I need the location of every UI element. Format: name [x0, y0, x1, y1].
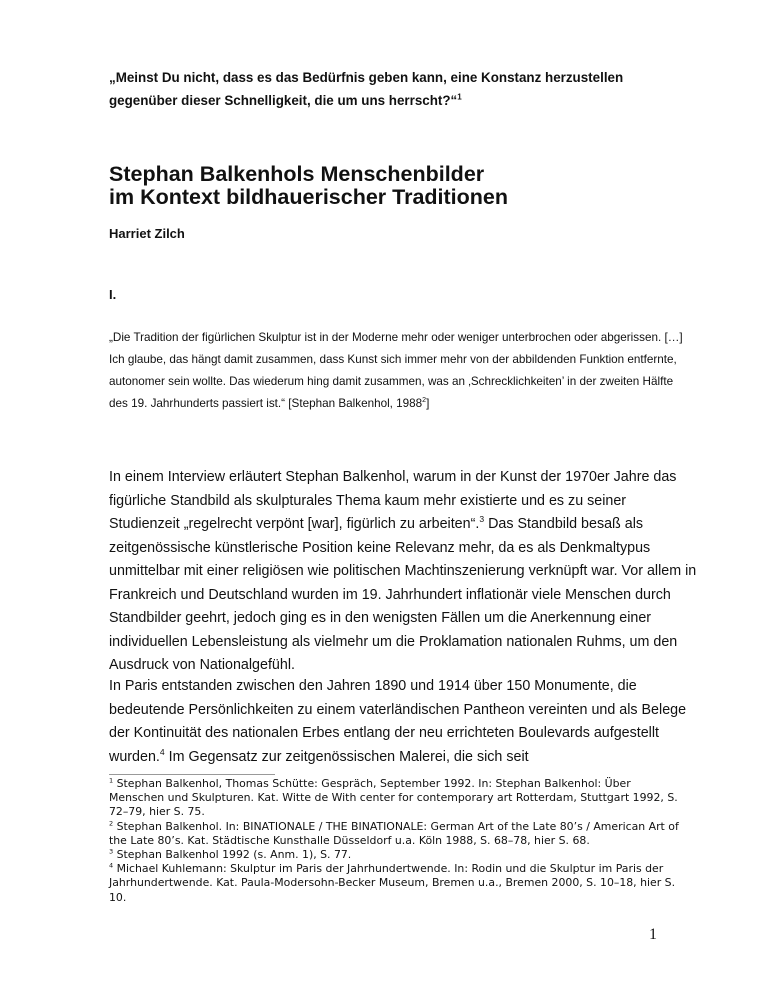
quote-closing: ] [426, 397, 430, 410]
footnote-ref[interactable]: 3 [479, 514, 485, 525]
title-line-1: Stephan Balkenhols Menschenbilder [109, 162, 485, 186]
article-title [109, 163, 709, 209]
footnote-number: 1 [109, 776, 114, 785]
footnote-text: Stephan Balkenhol. In: BINATIONALE / THE BINATIONALE: German Art of the Late 80’s / American Art of the Late 80’s. Kat. Städtische Kunsthalle Düsseldorf u.a. Köln 1988, S. 68–78, hier S. 68. [109, 819, 679, 847]
footnote [109, 777, 689, 820]
footnote-number: 4 [109, 861, 114, 870]
epigraph-text: „Meinst Du nicht, dass es das Bedürfnis geben kann, eine Konstanz herzustellen gegenüber dieser Schnelligkeit, die um uns herrscht?“ [109, 70, 624, 108]
paragraph-text: In einem Interview erläutert Stephan Balkenhol, warum in der Kunst der 1970er Jahre das figürliche Standbild als skulpturales Thema kaum mehr existierte und es zu seiner Studienzeit „regelrecht verpönt [war], figürlich zu arbeiten“. [109, 469, 677, 532]
title-line-2: im Kontext bildhauerischer Traditionen [109, 185, 509, 209]
footnote [109, 820, 689, 848]
body-paragraph [109, 675, 699, 769]
footnote [109, 862, 689, 905]
author-name: Harriet Zilch [109, 226, 185, 241]
page-number: 1 [649, 926, 657, 943]
quote-text: „Die Tradition der figürlichen Skulptur ist in der Moderne mehr oder weniger unterbrochen oder abgerissen. […] Ich glaube, das hängt damit zusammen, dass Kunst sich immer mehr von der abbildenden Funktion entfernte, autonomer sein wollte. Das wiederum hing damit zusammen, was an ‚Schrecklichkeiten’ in der zweiten Hälfte des 19. Jahrhunderts passiert ist.“ [Stephan Balkenhol, 1988 [109, 331, 683, 410]
block-quote [109, 327, 689, 415]
footnote [109, 848, 689, 862]
footnotes [109, 777, 689, 905]
footnote-text: Stephan Balkenhol 1992 (s. Anm. 1), S. 77. [116, 848, 352, 862]
body-paragraph [109, 466, 699, 678]
footnote-number: 2 [109, 818, 114, 827]
epigraph [109, 66, 689, 112]
footnote-ref[interactable]: 2 [422, 397, 427, 405]
section-heading: I. [109, 287, 117, 302]
footnote-ref[interactable]: 4 [159, 746, 165, 757]
footnote-text: Stephan Balkenhol, Thomas Schütte: Gespräch, September 1992. In: Stephan Balkenhol: Über Menschen und Skulpturen. Kat. Witte de With center for contemporary art Rotterdam, Stuttgart 1992, S. 72–79, hier S. 75. [109, 777, 678, 819]
paragraph-text: In Paris entstanden zwischen den Jahren 1890 und 1914 über 150 Monumente, die bedeutende Persönlichkeiten zu einem vaterländischen Pantheon vereinten und als Belege der Kontinuität des nationalen Erbes entlang der neu errichteten Boulevards aufgestellt wurden. [109, 678, 687, 765]
footnote-number: 3 [109, 847, 114, 856]
footnote-separator [109, 774, 275, 775]
paragraph-text: Das Standbild besaß als zeitgenössische künstlerische Position keine Relevanz mehr, da es als Denkmaltypus unmittelbar mit einer religiösen wie politischen Machtinszenierung verknüpft war. Vor allem in Frankreich und Deutschland wurden im 19. Jahrhundert inflationär viele Menschen durch Standbilder geehrt, jedoch ging es in den wenigsten Fällen um die Anerkennung einer individuellen Lebensleistung als vielmehr um die Proklamation nationalen Ruhms, um den Ausdruck von Nationalgefühl. [109, 516, 697, 673]
paragraph-text: Im Gegensatz zur zeitgenössischen Malerei, die sich seit [164, 748, 529, 765]
footnote-ref[interactable]: 1 [457, 92, 462, 102]
footnote-text: Michael Kuhlemann: Skulptur im Paris der Jahrhundertwende. In: Rodin und die Skulptur im Paris der Jahrhundertwende. Kat. Paula-Modersohn-Becker Museum, Bremen u.a., Bremen 2000, S. 10–18, hier S. 10. [109, 862, 676, 904]
